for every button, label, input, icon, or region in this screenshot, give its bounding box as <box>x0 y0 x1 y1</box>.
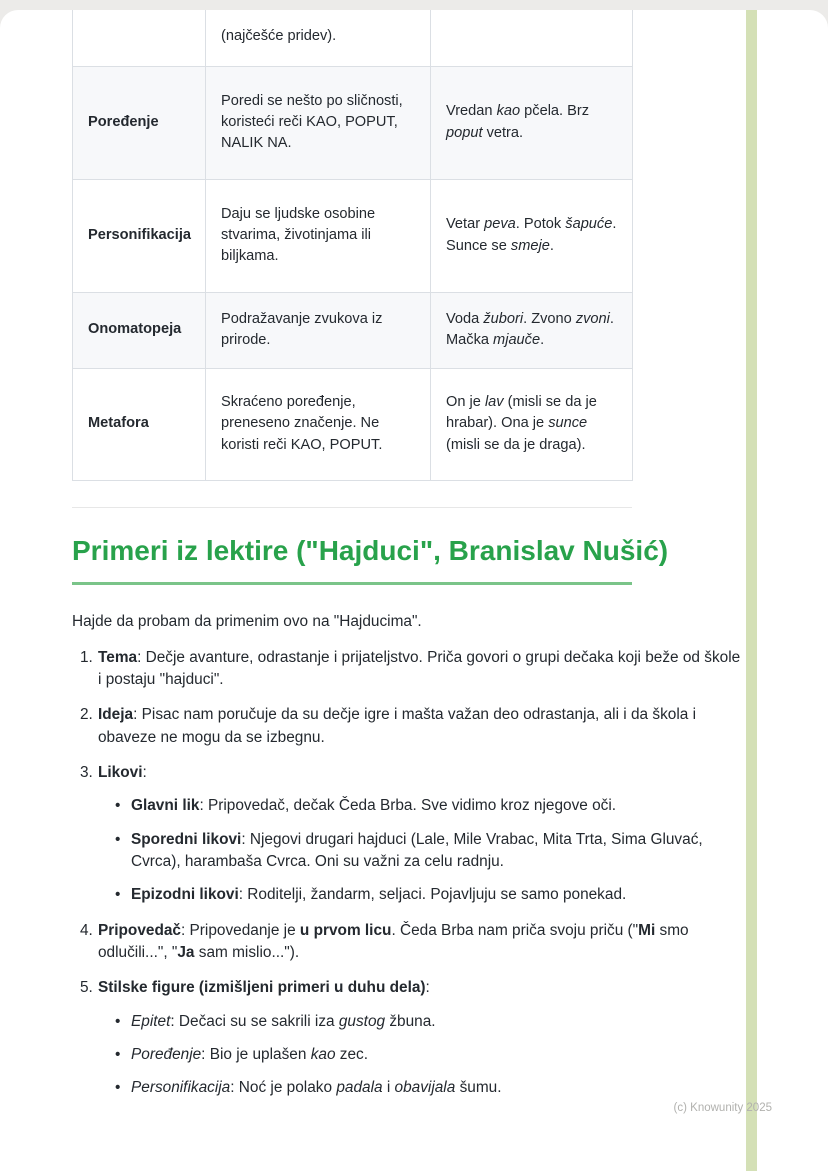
list-item-tema <box>72 647 744 692</box>
heading-underline <box>72 582 632 585</box>
table-cell-example: Vetar peva. Potok šapuće. Sunce se smeje. <box>431 179 633 292</box>
bullet-marker: • <box>115 1012 121 1030</box>
list-item-body <box>98 920 744 965</box>
content-column <box>72 10 744 1100</box>
stylistic-figures-table <box>72 10 633 481</box>
bullet-marker: • <box>115 886 121 904</box>
table-cell-definition: Skraćeno poređenje, preneseno značenje. Ne koristi reči KAO, POPUT. <box>206 368 431 480</box>
list-item-number: 4. <box>80 921 93 939</box>
list-item-text: Stilske figure (izmišljeni primeri u duhu dela): <box>98 979 430 997</box>
bullet-item-text: Poređenje: Bio je uplašen kao zec. <box>131 1046 369 1064</box>
bullet-item <box>98 1011 744 1033</box>
bullet-item-text: Personifikacija: Noć je polako padala i obavijala šumu. <box>131 1079 502 1097</box>
document-page <box>0 10 828 1171</box>
bullet-item-text: Sporedni likovi: Njegovi drugari hajduci (Lale, Mile Vrabac, Mita Trta, Sima Gluvać, Cvrca), harambaša Cvrca. Oni su važni za celu radnju. <box>131 830 703 871</box>
list-item-number: 2. <box>80 706 93 724</box>
table-cell-example: Voda žubori. Zvono zvoni. Mačka mjauče. <box>431 292 633 368</box>
section-heading: Primeri iz lektire ("Hajduci", Branislav Nušić) <box>72 534 669 566</box>
page-edge-strip <box>746 10 757 1171</box>
intro-paragraph: Hajde da probam da primenim ovo na "Hajducima". <box>72 613 422 631</box>
table-row-personifikacija <box>73 179 633 292</box>
bullet-item-text: Epitet: Dečaci su se sakrili iza gustog žbuna. <box>131 1012 436 1030</box>
bullet-item <box>98 829 744 874</box>
table-cell-term <box>73 10 206 66</box>
table-cell-definition: Poredi se nešto po sličnosti, koristeći reči KAO, POPUT, NALIK NA. <box>206 66 431 179</box>
list-item-number: 3. <box>80 764 93 782</box>
table-cell-term: Metafora <box>73 368 206 480</box>
bullet-item-text: Epizodni likovi: Roditelji, žandarm, seljaci. Pojavljuju se samo ponekad. <box>131 886 627 904</box>
bullet-marker: • <box>115 830 121 848</box>
bullet-item <box>98 884 744 906</box>
list-item-body <box>98 762 744 907</box>
list-item-likovi <box>72 762 744 907</box>
table-cell-example: On je lav (misli se da je hrabar). Ona je sunce (misli se da je draga). <box>431 368 633 480</box>
bullet-marker: • <box>115 797 121 815</box>
table-row-onomatopeja <box>73 292 633 368</box>
bullet-item-text: Glavni lik: Pripovedač, dečak Čeda Brba. Sve vidimo kroz njegove oči. <box>131 797 617 815</box>
list-item-text: Likovi: <box>98 764 147 782</box>
table-cell-example: Vredan kao pčela. Brz poput vetra. <box>431 66 633 179</box>
list-item-text: Ideja: Pisac nam poručuje da su dečje igre i mašta važan deo odrastanja, ali i da škola i obaveze ne mogu da se izbegnu. <box>98 706 697 746</box>
table-row-poredjenje <box>73 66 633 179</box>
table-cell-term: Poređenje <box>73 66 206 179</box>
bullet-item <box>98 1044 744 1066</box>
bullet-marker: • <box>115 1079 121 1097</box>
bullet-marker: • <box>115 1046 121 1064</box>
bullet-list <box>98 1011 744 1100</box>
table-cell-term: Onomatopeja <box>73 292 206 368</box>
bullet-list <box>98 795 744 906</box>
bullet-item <box>98 795 744 817</box>
list-item-text: Pripovedač: Pripovedanje je u prvom licu. Čeda Brba nam priča svoju priču ("Mi smo odlučili...", "Ja sam mislio..."). <box>98 921 689 962</box>
list-item-stilske-figure <box>72 977 744 1099</box>
section-divider <box>72 507 632 508</box>
list-item-ideja <box>72 704 744 749</box>
list-item-body <box>98 977 744 1099</box>
table-cell-term: Personifikacija <box>73 179 206 292</box>
list-item-body <box>98 704 744 749</box>
list-item-text: Tema: Dečje avanture, odrastanje i prijateljstvo. Priča govori o grupi dečaka koji beže od škole i postaju "hajduci". <box>98 648 741 689</box>
table-cell-example <box>431 10 633 66</box>
numbered-list <box>72 647 744 1100</box>
list-item-body <box>98 647 744 692</box>
table-cell-definition: Daju se ljudske osobine stvarima, životinjama ili biljkama. <box>206 179 431 292</box>
watermark: (c) Knowunity 2025 <box>673 1102 772 1114</box>
table-row-partial <box>73 10 633 66</box>
table-cell-definition: (najčešće pridev). <box>206 10 431 66</box>
table-row-metafora <box>73 368 633 480</box>
list-item-number: 5. <box>80 979 93 997</box>
bullet-item <box>98 1077 744 1099</box>
table-cell-definition: Podražavanje zvukova iz prirode. <box>206 292 431 368</box>
list-item-pripovedac <box>72 920 744 965</box>
list-item-number: 1. <box>80 648 93 666</box>
